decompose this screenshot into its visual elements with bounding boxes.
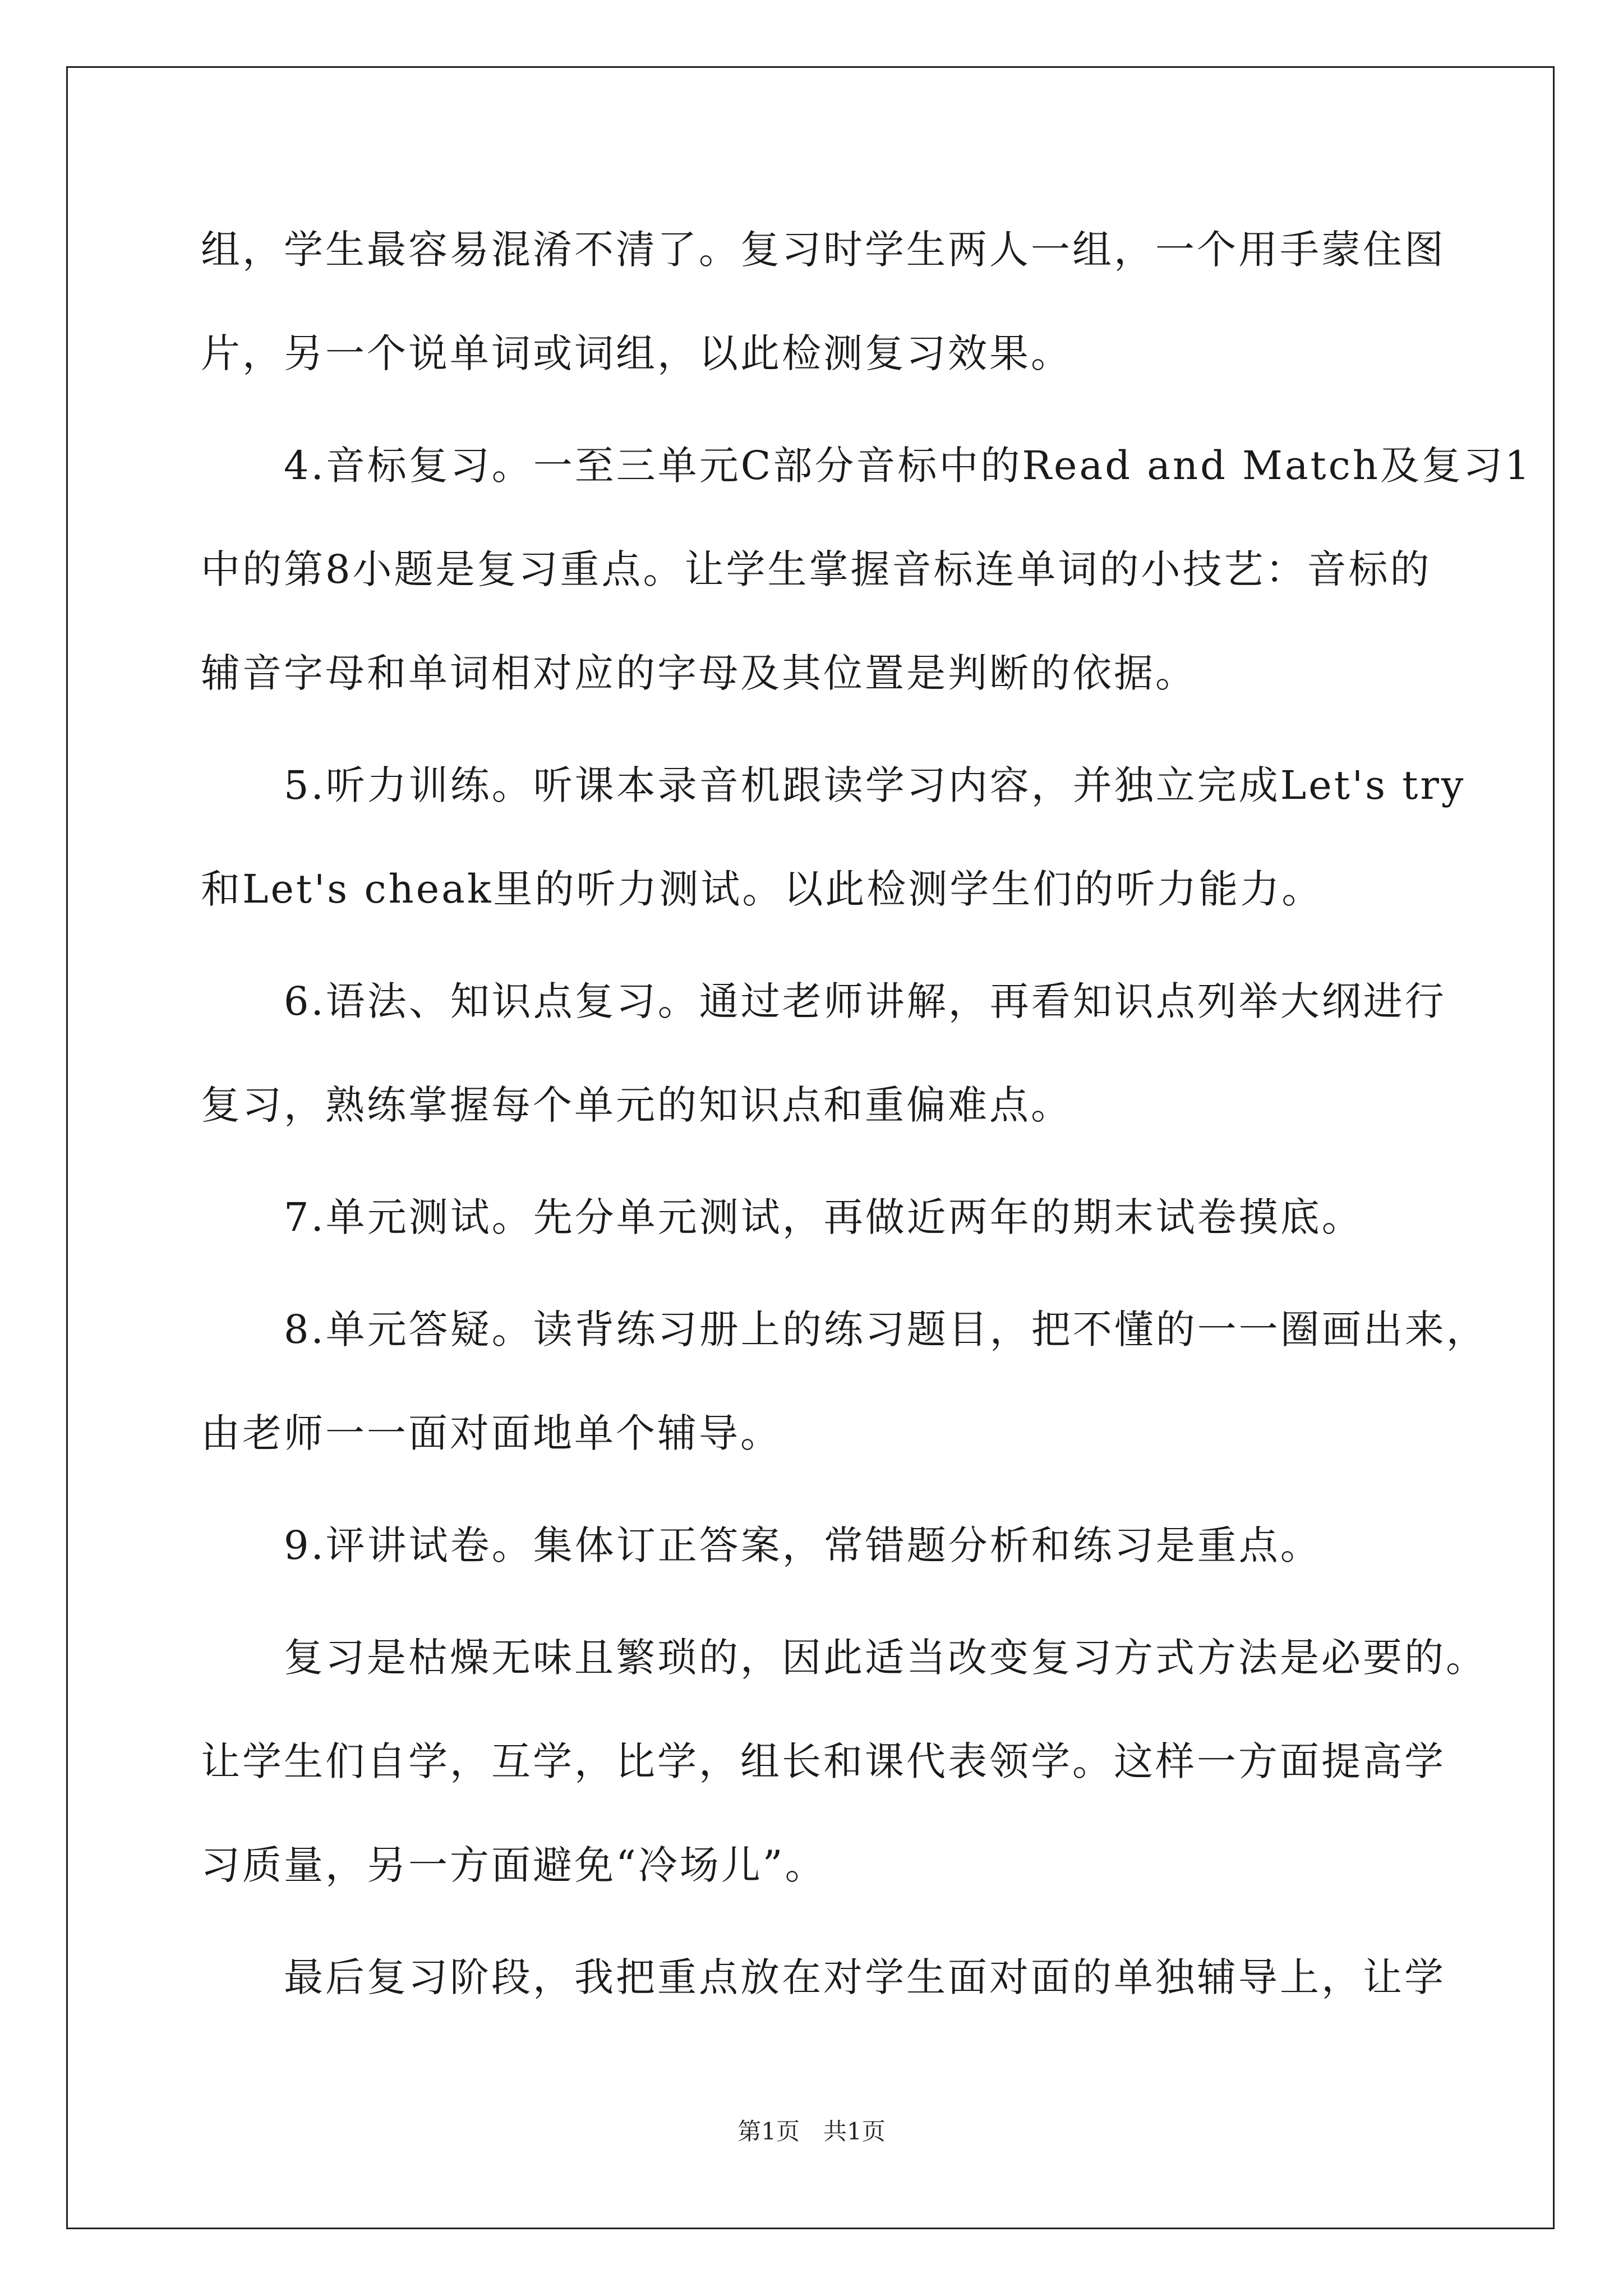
text-line: 中的第8小题是复习重点。让学生掌握音标连单词的小技艺：音标的 bbox=[201, 546, 1432, 592]
page-footer: 第1页 共1页 bbox=[737, 2118, 886, 2145]
text-line: 5.听力训练。听课本录音机跟读学习内容，并独立完成Let's try bbox=[201, 762, 1466, 808]
text-line: 4.音标复习。一至三单元C部分音标中的Read and Match及复习1 bbox=[201, 443, 1532, 489]
text-line: 由老师一一面对面地单个辅导。 bbox=[201, 1410, 782, 1456]
text-line: 8.单元答疑。读背练习册上的练习题目，把不懂的一一圈画出来， bbox=[201, 1306, 1488, 1352]
text-line: 让学生们自学，互学，比学，组长和课代表领学。这样一方面提高学 bbox=[201, 1738, 1446, 1784]
text-line: 组，学生最容易混淆不清了。复习时学生两人一组，一个用手蒙住图 bbox=[201, 227, 1446, 273]
text-line: 和Let's cheak里的听力测试。以此检测学生们的听力能力。 bbox=[201, 866, 1324, 912]
text-line: 7.单元测试。先分单元测试，再做近两年的期末试卷摸底。 bbox=[201, 1194, 1363, 1240]
text-line: 9.评讲试卷。集体订正答案，常错题分析和练习是重点。 bbox=[201, 1522, 1322, 1568]
text-line: 复习，熟练掌握每个单元的知识点和重偏难点。 bbox=[201, 1082, 1072, 1128]
text-line: 复习是枯燥无味且繁琐的，因此适当改变复习方式方法是必要的。 bbox=[201, 1635, 1487, 1681]
page-border bbox=[66, 66, 1555, 2229]
text-line: 6.语法、知识点复习。通过老师讲解，再看知识点列举大纲进行 bbox=[201, 978, 1446, 1024]
text-line: 习质量，另一方面避免“冷场儿”。 bbox=[201, 1842, 827, 1888]
text-line: 辅音字母和单词相对应的字母及其位置是判断的依据。 bbox=[201, 650, 1197, 696]
text-line: 片，另一个说单词或词组，以此检测复习效果。 bbox=[201, 330, 1072, 376]
text-line: 最后复习阶段，我把重点放在对学生面对面的单独辅导上，让学 bbox=[201, 1954, 1446, 2000]
